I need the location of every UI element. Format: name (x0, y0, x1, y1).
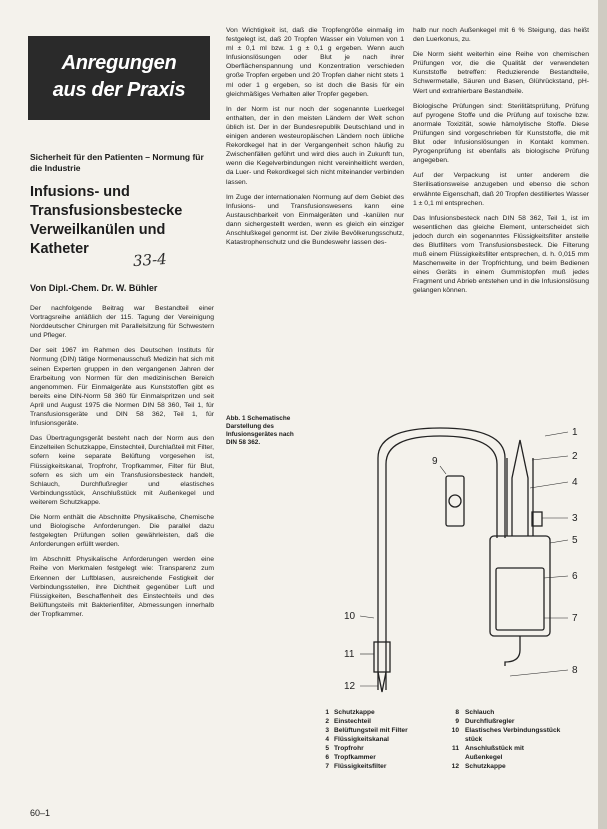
legend-number: 1 (325, 709, 329, 716)
leader-8 (510, 670, 568, 676)
drip-chamber (490, 536, 550, 636)
leader-1 (545, 432, 568, 436)
tube-inner-line (386, 436, 497, 690)
legend-label: Schutzkappe (334, 709, 375, 716)
legend-number: 8 (455, 709, 459, 716)
spike (512, 440, 528, 536)
text-column-3 (413, 26, 589, 302)
label-2: 2 (572, 451, 578, 462)
paragraph: Die Norm enthält die Abschnitte Physikalische, Chemische und Biologische Anforderungen. Die parallel dazu festgelegten Prüfungen sollen gewährleisten, daß die Anforderungen erfüllt werden. (30, 513, 214, 549)
connector (374, 642, 390, 672)
legend-number: 2 (325, 718, 329, 725)
leader-4 (530, 482, 568, 488)
label-3: 3 (572, 513, 578, 524)
label-8: 8 (572, 665, 578, 676)
fluid-filter (496, 568, 544, 630)
legend-row (315, 726, 590, 735)
legend-label: Schutzkappe (465, 763, 506, 770)
article-headline: Infusions- und Transfusionsbestecke Verweilkanülen und Katheter (30, 184, 183, 257)
diagram-drawing (300, 418, 596, 700)
author-line: Von Dipl.-Chem. Dr. W. Bühler (30, 283, 158, 293)
paragraph: Im Zuge der internationalen Normung auf dem Gebiet des Infusions- und Transfusionswesens kann eine Austauschbarkeit von Einmalgeräten und -kanülen nur dann sichergestellt werden, wenn es gleich ein einziger Anschlußkegel genormt ist. Der zivile Bevölkerungsschutz, Katastrophenschutz und die Bundeswehr lassen des- (226, 193, 404, 247)
legend-number: 9 (455, 718, 459, 725)
legend-label: Elastisches Verbindungsstück (465, 727, 561, 734)
page-edge-shadow (598, 0, 607, 829)
legend-label: Außenkegel (465, 754, 503, 761)
legend-number: 6 (325, 754, 329, 761)
outlet-tube (505, 636, 520, 666)
legend-row (315, 717, 590, 726)
paragraph: Das Übertragungsgerät besteht nach der Norm aus den Einzelteilen Schutzkappe, Einstechteil, Durchlaßteil mit Filter, sofern keine separate Belüftung vorgesehen ist, Flüssigkeitskanal, Tropfrohr, Tropfkammer, Filter für Blut, sofern es sich um ein Transfusionsbesteck handelt, Schlauch, Durchflußregler und elastisches Verbindungsstück, Anschlußstück mit Außenkegel und weiterem Schutzkappe. (30, 435, 214, 506)
end-cap (378, 672, 386, 692)
legend-label: Tropfkammer (334, 754, 376, 761)
paragraph: Von Wichtigkeit ist, daß die Tropfengröße einmalig im festgelegt ist, daß 20 Tropfen Wasser ein Volumen von 1 ml ± 0,1 ml bzw. 1 g ± 0,1 g ergeben. Wenn auch Infusionslösungen oder Blut je nach ihrer Oberflächenspannung und Konzentration verschieden große Tropfen ergeben und 20 Tropfen daher nicht stets 1 ml oder 1 g ergeben, so ist doch die Basis für ein gleichmäßiges Verhalten aller Tropfer gegeben. (226, 27, 404, 98)
section-banner (28, 36, 210, 120)
leader-5 (550, 540, 568, 543)
page-number: 60–1 (30, 808, 51, 818)
banner-line-2: aus der Praxis (52, 79, 186, 101)
label-4: 4 (572, 477, 578, 488)
legend-row (315, 753, 590, 762)
legend-number: 7 (325, 763, 329, 770)
label-11: 11 (344, 649, 355, 660)
label-1: 1 (572, 427, 578, 438)
tube-outer-line (378, 428, 505, 690)
banner-line-1: Anregungen (61, 52, 177, 74)
legend-number: 11 (452, 745, 459, 752)
legend-number: 3 (325, 727, 329, 734)
label-10: 10 (344, 611, 356, 622)
paragraph: In der Norm ist nur noch der sogenannte Luerkegel enthalten, der in den meisten Ländern der Welt schon üblich ist. Der in der Bundesrepublik Deutschland und in einigen anderen westeuropäischen Ländern noch übliche Rekordkegel hat in der Vergangenheit schon häufig zu Zwischenfällen geführt und wird dies auch in Zukunft tun, wenn die Kegelverbindungen nicht vereinheitlicht werden, da Luer- und Rekordkegel sich nicht miteinander verbinden lassen. (226, 105, 404, 186)
paragraph: Der nachfolgende Beitrag war Bestandteil einer Vortragsreihe anläßlich der 115. Tagung der Vereinigung Norddeutscher Chirurgen mit Parallelsitzung für Schwestern und Pfleger. (30, 305, 214, 340)
legend-label: stück (465, 736, 483, 743)
legend-label: Belüftungsteil mit Filter (334, 727, 408, 734)
legend-label: Anschlußstück mit (465, 745, 524, 752)
paragraph: Der seit 1967 im Rahmen des Deutschen Instituts für Normung (DIN) tätige Normenausschuß Medizin hat sich mit seinen Experten gruppen in den vergangenen Jahren der Erarbeitung von Normen für den medizinischen Bereich angenommen. Für Einmalgeräte aus Kunststoffen gibt es bereits eine DIN-Norm 58 360 für Einmalspritzen und seit April und August 1975 die Normen DIN 58 360, Teil 1, für Transfusionsgeräte und DIN 58 362, Teil 1, für Infusionsgeräte. (30, 347, 214, 428)
legend-label: Durchflußregler (465, 718, 515, 725)
paragraph: Biologische Prüfungen sind: Sterilitätsprüfung, Prüfung auf pyrogene Stoffe und die Prüfung auf toxische bzw. anormale Toxizität, sowie hämolytische Stoffe. Diese Prüfungen sind vorgeschrieben für Kunststoffe, die mit Blut oder Infusionslösungen in Kontakt kommen. Pyrogenprüfung ist ebenfalls als biologische Prüfung angegeben. (413, 102, 589, 165)
leader-9 (440, 466, 446, 474)
paragraph: halb nur noch Außenkegel mit 6 % Steigung, das heißt den Luerkonus, zu. (413, 27, 589, 44)
legend-row (315, 762, 590, 771)
legend-label: Schlauch (465, 709, 495, 716)
legend-row (315, 744, 590, 753)
leader-10 (360, 616, 374, 618)
legend-number: 12 (451, 763, 459, 770)
legend-number: 5 (325, 745, 329, 752)
protective-cap-outline (507, 458, 533, 536)
legend-label: Flüssigkeitskanal (334, 736, 389, 743)
legend-number: 10 (451, 727, 459, 734)
label-5: 5 (572, 535, 578, 546)
paragraph: Das Infusionsbesteck nach DIN 58 362, Teil 1, ist im wesentlichen das gleiche Element, unterscheidet sich jedoch durch ein sogenanntes Flüssigkeitsfilter anstelle des Blutfilters vom Transfusionsbesteck. Die Filterung muß einem Flüssigkeitsfilter entsprechen, d. h. 0,015 mm Maschenweite in der Tropfrichtung, und beim Bedienen eines Geräts in einem Gummistopfen muß jedes Fragment und Abrieb entstehen und in die Infusionslösung gelangen können. (413, 214, 589, 295)
legend-row (315, 735, 590, 744)
paragraph: Auf der Verpackung ist unter anderem die Sterilisationsweise anzugeben und ebenso die schon erwähnte Eigenschaft, daß 20 Tropfen destilliertes Wasser 1 ± 0,1 ml entsprechen. (413, 172, 589, 207)
leader-2 (532, 456, 568, 460)
label-12: 12 (344, 681, 356, 692)
legend-label: Flüssigkeitsfilter (334, 763, 387, 770)
legend-row (315, 708, 590, 717)
label-6: 6 (572, 571, 578, 582)
text-column-1 (30, 304, 214, 625)
label-7: 7 (572, 613, 578, 624)
paragraph: Im Abschnitt Physikalische Anforderungen werden eine Reihe von Merkmalen festgelegt wie: Transparenz zum Erkennen der Luftblasen, ausreichende Festigkeit der Verbindungsstellen, ihre Dichtheit gegenüber Luft und Flüssigkeiten, Beschaffenheit des Einstechteils und des Belüftungsteils mit Bakterienfilter, Abmessungen innerhalb der Tropfkammer. (30, 556, 214, 618)
kicker: Sicherheit für den Patienten – Normung für die Industrie (30, 152, 204, 173)
figure-caption: Abb. 1 Schematische Darstellung des Infusionsgerätes nach DIN 58 362. (226, 415, 294, 446)
handwritten-note: 33-4 (132, 249, 168, 271)
figure-legend (315, 708, 590, 771)
infusion-set-diagram (300, 418, 596, 700)
leader-6 (544, 576, 568, 578)
legend-number: 4 (325, 736, 329, 743)
legend-label: Einstechteil (334, 718, 372, 725)
paragraph: Die Norm sieht weiterhin eine Reihe von chemischen Prüfungen vor, die die Qualität der verwendeten Kunststoffe betreffen: Reduzierende Bestandteile, Schwermetalle, Säuren und Basen, Glührückstand, pH-Wert und extrahierbare Bestandteile. (413, 51, 589, 95)
label-9: 9 (432, 456, 438, 467)
roller-wheel (449, 495, 461, 507)
text-column-2 (226, 26, 404, 253)
legend-label: Tropfrohr (334, 745, 364, 752)
